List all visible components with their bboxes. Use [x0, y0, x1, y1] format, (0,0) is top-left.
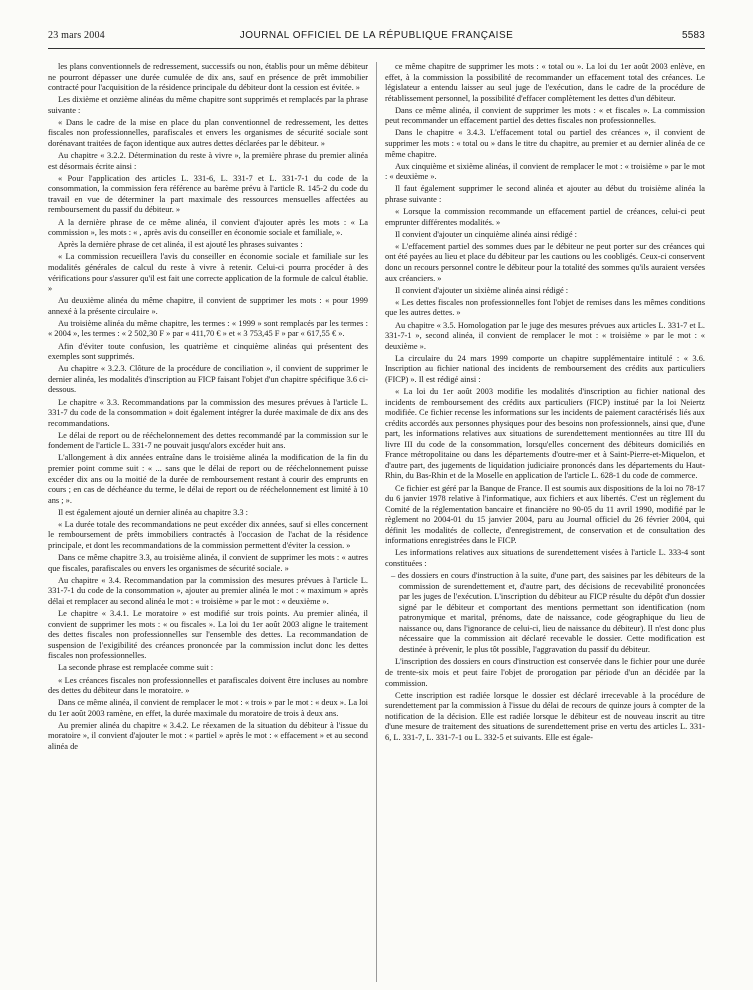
paragraph: Après la dernière phrase de cet alinéa, il est ajouté les phrases suivantes : [58, 240, 303, 250]
paragraph: Au troisième alinéa du même chapitre, les termes : « 1999 » sont remplacés par les termes : « 2004 », les termes : « 2 502,30 F » par « 411,70 € » et « 3 753,45 F » par « 617,55 € ». [48, 318, 368, 339]
right-column [385, 62, 705, 982]
bullet-list [385, 571, 705, 655]
paragraph: « La commission recueillera l'avis du conseiller en économie sociale et familiale sur les modalités générales de calcul du reste à vivre à retenir. Celui-ci pourra procéder à des vérifications pour s'assurer qu'il est fait une correcte application de la formule de calcul établie. » [48, 252, 368, 294]
paragraph: Il faut également supprimer le second alinéa et ajouter au début du troisième alinéa la phrase suivante : [385, 184, 705, 204]
list-item: – des dossiers en cours d'instruction à la suite, d'une part, des saisines par les débiteurs de la commission de surendettement et, d'autre part, des décisions de recevabilité prononcées par les juges de l'exécution. L'inscription du débiteur au FICP résulte du dépôt d'un dossier signé par le débiteur et comportant des mentions permettant son identification (nom patronymique et marital, prénoms, date de naissance, code géographique du lieu de naissance ou, dans l'ignorance de celui-ci, lieu de naissance du débiteur). Il n'est donc plus nécessaire que la commission ait déclaré recevable le dossier. Cette modification est destinée à prévenir, le plus tôt possible, l'aggravation du passif du débiteur. [399, 571, 705, 655]
paragraph: « Lorsque la commission recommande un effacement partiel de créances, celui-ci peut emprunter différentes modalités. » [385, 207, 705, 227]
paragraph: L'allongement à dix années entraîne dans le troisième alinéa la modification de la fin du premier point comme suit : « ... sans que le délai de report ou de rééchelonnement puisse excéder dix ans ou la moitié de la durée de remboursement restant à courir des emprunts en cours ; en cas de déchéance du terme, le délai de report ou de rééchelonnement est limité à 10 ans ; ». [48, 453, 368, 505]
page-number: 5583 [681, 30, 705, 41]
paragraph: Le délai de report ou de rééchelonnement des dettes recommandé par la commission sur le fondement de l'article L. 331-7 ne pouvait jusqu'alors excéder huit ans. [48, 430, 368, 451]
paragraph: « Dans le cadre de la mise en place du plan conventionnel de redressement, les dettes fiscales non professionnelles, parafiscales et envers les organismes de sécurité sociale sont dorénavant traitées de façon identique aux autres dettes déclarées par le débiteur. » [48, 117, 368, 149]
paragraph: les plans conventionnels de redressement, successifs ou non, établis pour un même débiteur ne pourront dépasser une durée cumulée de dix ans, sauf en présence de prêt immobilier contracté pour l'acquisition de la résidence principale du débiteur dont la cession est évitée. » [48, 62, 368, 93]
page-header [48, 30, 705, 46]
paragraph: Les informations relatives aux situations de surendettement visées à l'article L. 333-4 sont constituées : [385, 548, 705, 568]
paragraph: Afin d'éviter toute confusion, les quatrième et cinquième alinéas qui présentent des exemples sont supprimés. [48, 341, 368, 362]
paragraph: Dans ce même alinéa, il convient de supprimer les mots : « et fiscales ». La commission peut recommander un effacement partiel des dettes fiscales non professionnelles. [385, 105, 705, 126]
paragraph: La seconde phrase est remplacée comme suit : [58, 663, 214, 673]
paragraph: L'inscription des dossiers en cours d'instruction est conservée dans le fichier pour une durée de trente-six mois et peut faire l'objet de prorogation par période d'un an décidée par la commission. [385, 657, 705, 688]
paragraph: Au chapitre « 3.2.2. Détermination du reste à vivre », la première phrase du premier alinéa est désormais écrite ainsi : [48, 151, 368, 171]
paragraph: Au deuxième alinéa du même chapitre, il convient de supprimer les mots : « pour 1999 annexé à la présente circulaire ». [48, 296, 368, 316]
paragraph: « Les créances fiscales non professionnelles et parafiscales doivent être incluses au nombre des dettes du débiteur dans le moratoire. » [48, 675, 368, 696]
header-rule [48, 48, 705, 49]
paragraph: Le chapitre « 3.4.1. Le moratoire » est modifié sur trois points. Au premier alinéa, il convient de supprimer les mots : « ou fiscales ». La loi du 1er août 2003 aligne le traitement des dettes fiscales non professionnelles sur l'ensemble des dettes. La recommandation de suspension de l'exigibilité des créances prononcée par la commission inclut donc les dettes fiscales non professionnelles. [48, 609, 368, 661]
paragraph: « Pour l'application des articles L. 331-6, L. 331-7 et L. 331-7-1 du code de la consommation, la commission fera référence au barème prévu à l'article R. 145-2 du code du travail en vue de déterminer la part maximale des ressources mensuelles affectées au remboursement du passif du débiteur. » [48, 173, 368, 215]
paragraph: « La durée totale des recommandations ne peut excéder dix années, sauf si elles concernent le remboursement de prêts immobiliers contractés à l'occasion de l'achat de la résidence principale, et dont les recommandations de la commission permettent d'éviter la cession. » [48, 519, 368, 551]
paragraph: Il convient d'ajouter un sixième alinéa ainsi rédigé : [395, 285, 569, 295]
issue-date: 23 mars 2004 [48, 30, 105, 41]
paragraph: ce même chapitre de supprimer les mots : « total ou ». La loi du 1er août 2003 enlève, en effet, à la commission la possibilité de recommander un effacement total des créances. Le législateur a entendu laisser au seul juge de l'exécution, dans le cadre de la procédure de rétablissement personnel, la possibilité d'effacer complètement les dettes d'un débiteur. [385, 62, 705, 103]
paragraph: Au premier alinéa du chapitre « 3.4.2. Le réexamen de la situation du débiteur à l'issue du moratoire », il convient d'ajouter le mot : « partiel » après le mot : « effacement » et au second alinéa de [48, 720, 368, 752]
paragraph: Dans ce même chapitre 3.3, au troisième alinéa, il convient de supprimer les mots : « autres que fiscales, parafiscales ou envers les organismes de sécurité sociale. » [48, 553, 368, 573]
paragraph: Il convient d'ajouter un cinquième alinéa ainsi rédigé : [395, 229, 577, 239]
paragraph: Au chapitre « 3.5. Homologation par le juge des mesures prévues aux articles L. 331-7 et L. 331-7-1 », second alinéa, il convient de remplacer le mot : « troisième » par le mot : « deuxième ». [385, 320, 705, 351]
paragraph: Le chapitre « 3.3. Recommandations par la commission des mesures prévues à l'article L. 331-7 du code de la consommation » doit également intégrer la durée maximale de dix ans des recommandations. [48, 397, 368, 428]
paragraph: La circulaire du 24 mars 1999 comporte un chapitre supplémentaire intitulé : « 3.6. Inscription au fichier national des incidents de remboursement des crédits aux particuliers (FICP) ». Il est rédigé ainsi : [385, 353, 705, 384]
column-divider [376, 62, 377, 982]
paragraph: Dans le chapitre « 3.4.3. L'effacement total ou partiel des créances », il convient de supprimer les mots : « total ou » dans le titre du chapitre, au premier et au dernier alinéa de ce même chapitre. [385, 128, 705, 159]
paragraph: « L'effacement partiel des sommes dues par le débiteur ne peut porter sur des créances qui ont été payées au lieu et place du débiteur par les cautions ou les coobligés. Ceux-ci conservent donc un recours personnel contre le débiteur pour la totalité des sommes qu'ils auraient versées aux créanciers. » [385, 241, 705, 283]
paragraph: Les dixième et onzième alinéas du même chapitre sont supprimés et remplacés par la phrase suivante : [48, 95, 368, 115]
paragraph: Ce fichier est géré par la Banque de France. Il est soumis aux dispositions de la loi no 78-17 du 6 janvier 1978 relative à l'informatique, aux fichiers et aux libertés. C'est un règlement du Comité de la réglementation bancaire et financière no 90-05 du 11 avril 1990, modifié par le règlement no 2004-01 du 15 janvier 2004, paru au Journal officiel du 26 février 2004, qui définit les modalités de collecte, d'enregistrement, de conservation et de consultation des informations enregistrées dans le FICP. [385, 483, 705, 546]
journal-title: JOURNAL OFFICIEL DE LA RÉPUBLIQUE FRANÇAISE [239, 30, 514, 41]
paragraph: Il est également ajouté un dernier alinéa au chapitre 3.3 : [58, 507, 248, 517]
paragraph: « Les dettes fiscales non professionnelles font l'objet de remises dans les mêmes conditions que les autres dettes. » [385, 297, 705, 318]
paragraph: Dans ce même alinéa, il convient de remplacer le mot : « trois » par le mot : « deux ». La loi du 1er août 2003 ramène, en effet, la durée maximale du moratoire de trois à deux ans. [48, 698, 368, 718]
paragraph: Aux cinquième et sixième alinéas, il convient de remplacer le mot : « troisième » par le mot : « deuxième ». [385, 161, 705, 182]
left-column [48, 62, 368, 982]
paragraph: Au chapitre « 3.2.3. Clôture de la procédure de conciliation », il convient de supprimer le dernier alinéa, les modalités d'inscription au FICP faisant l'objet d'un chapitre spécifique 3.6 ci-dessous. [48, 364, 368, 395]
paragraph: « La loi du 1er août 2003 modifie les modalités d'inscription au fichier national des incidents de remboursement des crédits aux particuliers (FICP) institué par la loi Neiertz modifiée. Ce fichier recense les informations sur les incidents de paiement caractérisés liés aux crédits accordés aux personnes physiques pour des besoins non professionnels, ainsi que, d'une part, les informations relatives aux situations de surendettement mentionnées au titre III du livre III du code de la consommation, lorsqu'elles concernent des débiteurs domiciliés en France métropolitaine ou dans les départements d'outre-mer et à Saint-Pierre-et-Miquelon, et d'autre part, des jugements de liquidation judiciaire prononcés dans les départements du Haut-Rhin, du Bas-Rhin et de la Moselle en application de l'article L. 628-1 du code de commerce. [385, 386, 705, 481]
paragraph: Cette inscription est radiée lorsque le dossier est déclaré irrecevable à la procédure de surendettement par la commission à l'issue du délai de recours de quinze jours à compter de la notification de la décision. Elle est radiée lorsque le débiteur est de nouveau inscrit au titre d'une mesure de traitement des situations de surendettement prise en vertu des articles L. 331-6, L. 331-7, L. 331-7-1 ou L. 332-5 et suivants. Elle est égale- [385, 690, 705, 742]
paragraph: Au chapitre « 3.4. Recommandation par la commission des mesures prévues à l'article L. 331-7-1 du code de la consommation », ajouter au premier alinéa le mot : « maximum » après délai et remplacer au second alinéa le mot : « troisième » par le mot : « deuxième ». [48, 575, 368, 606]
paragraph: A la dernière phrase de ce même alinéa, il convient d'ajouter après les mots : « La commission », les mots : « , après avis du conseiller en économie sociale et familiale, ». [48, 217, 368, 238]
